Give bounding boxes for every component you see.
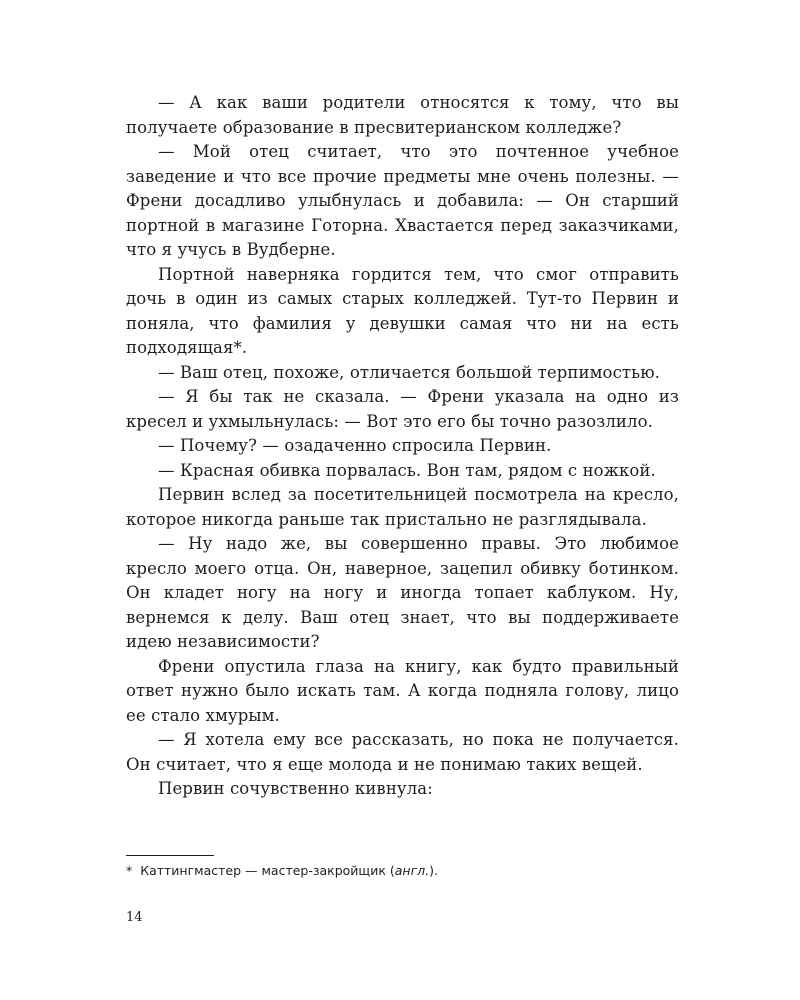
- page-number: 14: [126, 910, 143, 925]
- paragraph: Первин сочувственно кивнула:: [158, 779, 433, 798]
- footnote-tail: ).: [429, 863, 438, 878]
- footnote-italic: англ.: [394, 863, 430, 878]
- paragraph: — Ваш отец, похоже, отличается большой терпимостью.: [158, 362, 661, 382]
- footnote: [126, 863, 438, 879]
- paragraph: — Ну надо же, вы совершенно правы. Это любимое кресло моего отца. Он, наверное, зацепил обивку ботинком. Он кладет ногу на ногу и иногда топает каблуком. Ну, вернемся к делу. Ваш отец знает, что вы поддерживаете идею независимости?: [126, 534, 679, 651]
- paragraph: Френи опустила глаза на книгу, как будто правильный ответ нужно было искать там. А когда подняла голову, лицо ее стало хмурым.: [126, 656, 679, 725]
- paragraph: — Почему? — озадаченно спросила Первин.: [158, 436, 552, 455]
- main-text: [126, 91, 679, 802]
- paragraph: Портной наверняка гордится тем, что смог отправить дочь в один из самых старых колледжей. Тут-то Первин и поняла, что фамилия у девушки самая что ни на есть подходящая*.: [126, 264, 679, 357]
- paragraph: Первин вслед за посетительницей посмотрела на кресло, которое никогда раньше так пристально не разглядывала.: [126, 485, 679, 529]
- paragraph: — Красная обивка порвалась. Вон там, рядом с ножкой.: [158, 460, 656, 480]
- paragraph: — Я бы так не сказала. — Френи указала на одно из кресел и ухмыльнулась: — Вот это его бы точно разозлило.: [126, 387, 679, 431]
- footnote-marker: *: [126, 863, 133, 878]
- footnote-divider: [126, 855, 214, 856]
- paragraph: — Я хотела ему все рассказать, но пока не получается. Он считает, что я еще молода и не понимаю таких вещей.: [126, 730, 679, 774]
- paragraph: — Мой отец считает, что это почтенное учебное заведение и что все прочие предметы мне очень полезны. — Френи досадливо улыбнулась и добавила: — Он старший портной в магазине Готорна. Хвастается перед заказчиками, что я учусь в Вудберне.: [126, 142, 679, 259]
- paragraph: — А как ваши родители относятся к тому, что вы получаете образование в пресвитерианском колледже?: [126, 93, 679, 137]
- footnote-text: Каттингмастер — мастер-закройщик (: [140, 863, 395, 878]
